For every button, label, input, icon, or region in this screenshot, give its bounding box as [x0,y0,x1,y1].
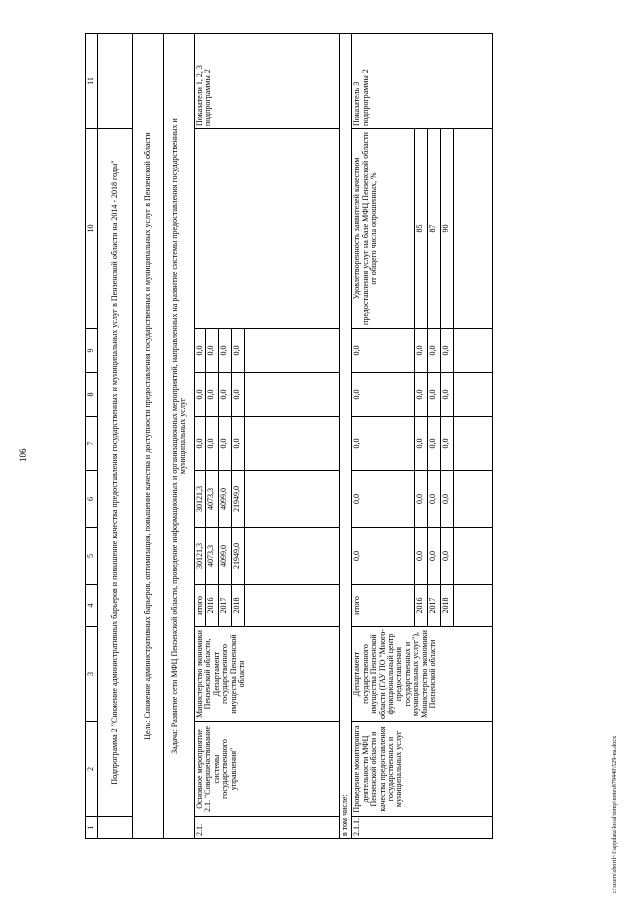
value-cell: 0,0 [352,329,415,373]
indicator-name: Удовлетворенность заявителей качеством предоставления услуг на базе МФЦ Пензенской области от общего числа опрошенных, % [352,129,415,329]
year-cell: 2017 [219,585,232,627]
goal-row [133,34,164,839]
value-cell: 0,0 [219,373,232,417]
value-cell: 0,0 [441,528,454,585]
value-cell: 0,0 [232,373,245,417]
col-header-2: 2 [86,722,98,817]
file-path: c:\users\sboril~1\appdata\local\temp\notes879440\529-на.docx [612,735,618,893]
value-cell: 0,0 [441,329,454,373]
value-cell: 30121,3 [195,471,206,528]
table-row [195,34,206,839]
value-cell: 0,0 [195,329,206,373]
year-cell: итого [195,585,206,627]
value-cell: 0,0 [441,417,454,471]
including-row [340,34,352,839]
col-header-9: 9 [86,329,98,373]
value-cell: 4073,3 [206,528,219,585]
value-cell: 4073,3 [206,471,219,528]
value-cell: 0,0 [428,528,441,585]
value-cell: 0,0 [415,417,428,471]
year-cell: 2016 [206,585,219,627]
value-cell: 0,0 [219,329,232,373]
value-cell: 0,0 [206,417,219,471]
row-number: 2.1. [195,817,340,839]
value-cell: 0,0 [206,373,219,417]
value-cell: 4099,0 [219,528,232,585]
value-cell: 0,0 [415,471,428,528]
goal-text: Цель: Снижение административных барьеров, оптимизация, повышение качества и доступности предоставления государственных и муниципальных услуг в Пензенской области [133,34,164,839]
value-cell: 0,0 [232,417,245,471]
col-header-1: 1 [86,817,98,839]
col-header-11: 11 [86,34,98,129]
col-header-4: 4 [86,585,98,627]
value-cell: 0,0 [441,373,454,417]
header-row [86,34,98,839]
page-number: 106 [18,448,28,462]
indicator-value: 90 [441,129,454,329]
row-number: 2.1.1. [352,817,493,839]
budget-table [85,33,493,839]
executor: Министерство экономики Пензенской области, Департамент государственного имущества Пензенской области [195,627,340,722]
value-cell: 0,0 [352,471,415,528]
year-cell: 2017 [428,585,441,627]
value-cell: 21949,0 [232,528,245,585]
indicator-value: 87 [428,129,441,329]
value-cell: 0,0 [441,471,454,528]
task-text: Задача: Развитие сети МФЦ Пензенской области, проведение информационных и организационных мероприятий, направленных на развитие системы предоставления государственных и муниципальных услуг [164,34,195,839]
col-header-7: 7 [86,417,98,471]
executor: Департамент государственного имущества Пензенской области (ГАУ ПО "Много-функциональный центр предоставления государственных и муниципальных услуг"), Министерство экономики Пензенской области [352,627,493,722]
including-label: в том числе: [340,34,352,839]
activity-name: Проведение мониторинга деятельности МФЦ Пензенской области и качества предоставления государственных и муниципальных услуг [352,722,493,817]
value-cell: 0,0 [415,329,428,373]
col-header-3: 3 [86,627,98,722]
value-cell: 21949,0 [232,471,245,528]
value-cell: 0,0 [352,373,415,417]
value-cell: 0,0 [428,471,441,528]
value-cell: 0,0 [428,373,441,417]
indicator-value: 85 [415,129,428,329]
subprogram-row [98,34,133,839]
year-cell: 2018 [441,585,454,627]
value-cell: 30121,3 [195,528,206,585]
value-cell: 4099,0 [219,471,232,528]
year-cell: 2018 [232,585,245,627]
indicators-ref: Показатель 3 подпрограммы 2 [352,34,493,129]
value-cell: 0,0 [415,373,428,417]
col-header-6: 6 [86,471,98,528]
indicator-cell [195,129,340,329]
value-cell: 0,0 [195,417,206,471]
year-cell: итого [352,585,415,627]
value-cell: 0,0 [219,417,232,471]
value-cell: 0,0 [232,329,245,373]
col-header-5: 5 [86,528,98,585]
value-cell: 0,0 [195,373,206,417]
task-row [164,34,195,839]
year-cell: 2016 [415,585,428,627]
indicators-ref: Показатели 1, 2, 3 подпрограммы 2 [195,34,340,129]
value-cell: 0,0 [428,417,441,471]
value-cell: 0,0 [428,329,441,373]
table-row [352,34,415,839]
value-cell: 0,0 [352,417,415,471]
col-header-8: 8 [86,373,98,417]
activity-name: Основное мероприятие 2.1. "Совершенствование системы государственного управления" [195,722,340,817]
value-cell: 0,0 [352,528,415,585]
col-header-10: 10 [86,129,98,329]
subprogram-title: Подпрограмма 2 "Снижение административных барьеров и повышение качества предоставления государственных и муниципальных услуг в Пензенской области на 2014 - 2018 годы" [98,129,133,817]
value-cell: 0,0 [206,329,219,373]
value-cell: 0,0 [415,528,428,585]
